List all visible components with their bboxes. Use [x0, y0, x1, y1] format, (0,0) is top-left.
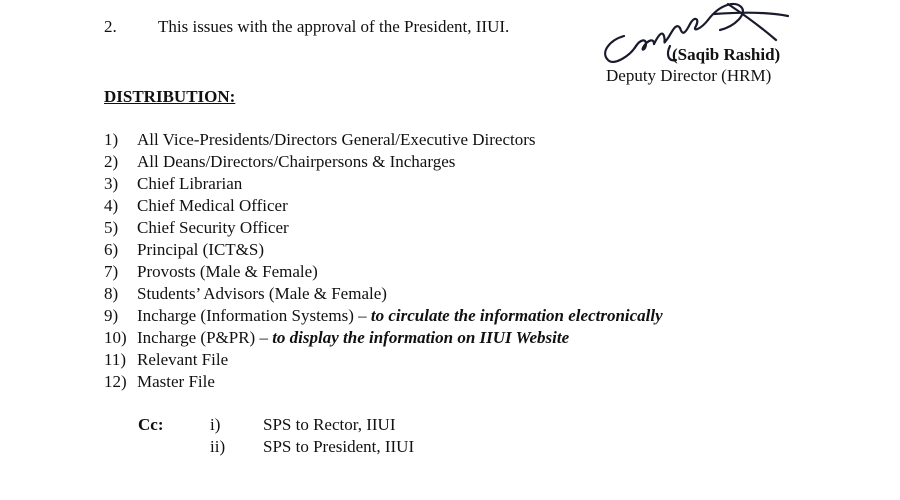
list-item — [104, 217, 663, 239]
signatory-title: Deputy Director (HRM) — [606, 66, 772, 85]
cc-list — [210, 414, 414, 458]
item-text: Students’ Advisors (Male & Female) — [137, 284, 387, 303]
cc-item-text: SPS to Rector, IIUI — [263, 415, 396, 434]
item-number: 10) — [104, 328, 127, 347]
item-text: Relevant File — [137, 350, 229, 369]
cc-item — [210, 436, 414, 458]
item-text: Chief Security Officer — [137, 218, 289, 237]
item-number: 4) — [104, 196, 119, 215]
item-number: 1) — [104, 130, 119, 149]
cc-item-number: ii) — [210, 437, 226, 456]
item-text: Incharge (P&PR) – — [137, 328, 273, 347]
item-number: 11) — [104, 350, 127, 369]
signatory-name: (Saqib Rashid) — [672, 45, 781, 64]
list-item — [104, 129, 663, 151]
list-item — [104, 327, 663, 349]
list-item — [104, 239, 663, 261]
distribution-list — [104, 129, 663, 393]
cc-item-text: SPS to President, IIUI — [263, 437, 415, 456]
list-item — [104, 195, 663, 217]
item-text: All Deans/Directors/Chairpersons & Incharges — [137, 152, 456, 171]
approval-paragraph — [104, 16, 509, 38]
list-item — [104, 349, 663, 371]
item-number: 12) — [104, 372, 127, 391]
paragraph-number: 2. — [104, 17, 117, 36]
item-number: 2) — [104, 152, 119, 171]
item-number: 9) — [104, 306, 119, 325]
list-item — [104, 371, 663, 393]
item-text: Provosts (Male & Female) — [137, 262, 318, 281]
item-text: Incharge (Information Systems) – — [137, 306, 371, 325]
distribution-heading: DISTRIBUTION: — [104, 87, 236, 106]
item-number: 6) — [104, 240, 119, 259]
list-item — [104, 283, 663, 305]
cc-item-number: i) — [210, 415, 221, 434]
item-number: 3) — [104, 174, 119, 193]
item-text: Chief Librarian — [137, 174, 243, 193]
cc-item — [210, 414, 414, 436]
item-text: Chief Medical Officer — [137, 196, 288, 215]
item-number: 5) — [104, 218, 119, 237]
item-text: All Vice-Presidents/Directors General/Executive Directors — [137, 130, 536, 149]
item-number: 7) — [104, 262, 119, 281]
list-item — [104, 261, 663, 283]
item-note: to display the information on IIUI Website — [272, 328, 570, 347]
item-text: Principal (ICT&S) — [137, 240, 265, 259]
list-item — [104, 173, 663, 195]
item-number: 8) — [104, 284, 119, 303]
item-note: to circulate the information electronically — [370, 306, 663, 325]
item-text: Master File — [137, 372, 215, 391]
cc-label: Cc: — [138, 415, 164, 434]
list-item — [104, 151, 663, 173]
list-item — [104, 305, 663, 327]
paragraph-text: This issues with the approval of the President, IIUI. — [158, 17, 510, 36]
